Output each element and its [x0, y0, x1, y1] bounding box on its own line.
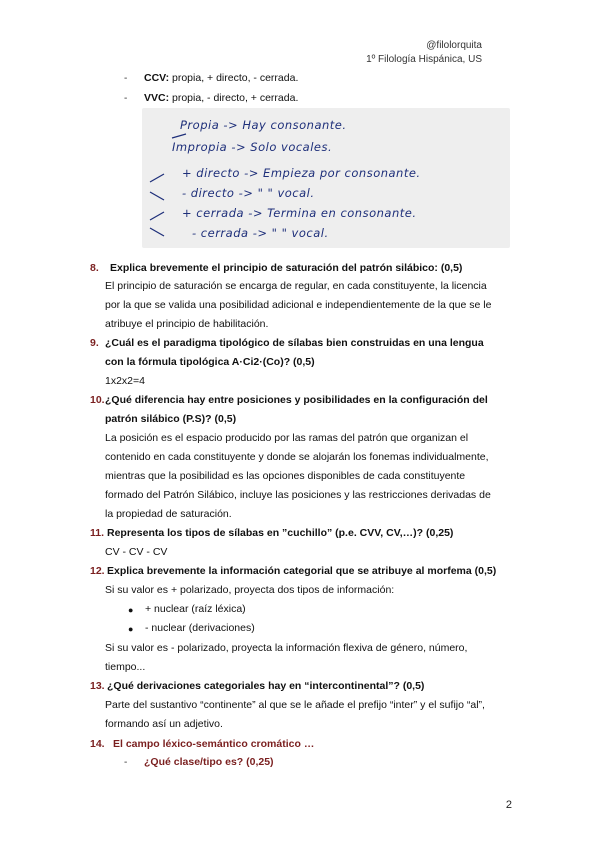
answer-line: Si su valor es - polarizado, proyecta la información flexiva de género, número,	[105, 642, 468, 654]
vvc-item	[144, 92, 298, 105]
handwritten-note-image	[142, 108, 510, 248]
question-number: 10.	[90, 394, 105, 406]
dash-bullet: -	[124, 93, 128, 104]
question-number: 14.	[90, 738, 105, 750]
answer-line: por la que se valida una posibilidad adicional e independientemente de la que se le	[105, 299, 492, 311]
question-title: ¿Cuál es el paradigma tipológico de sílabas bien construidas en una lengua	[105, 337, 484, 349]
answer-line: CV - CV - CV	[105, 546, 168, 558]
note-line: - cerrada -> " " vocal.	[192, 226, 329, 240]
bullet-dot: ●	[128, 605, 134, 615]
answer-line: atribuye el principio de habilitación.	[105, 318, 269, 330]
vvc-text: propia, - directo, + cerrada.	[169, 92, 299, 104]
page-number: 2	[505, 799, 512, 811]
question-number: 11.	[90, 527, 105, 539]
question-number: 12.	[90, 565, 105, 577]
bullet-item: - nuclear (derivaciones)	[145, 622, 255, 634]
question-title: ¿Qué derivaciones categoriales hay en “intercontinental”? (0,5)	[107, 680, 425, 692]
dash-bullet: -	[124, 73, 128, 84]
question-subtitle: ¿Qué clase/tipo es? (0,25)	[144, 756, 274, 768]
question-number: 13.	[90, 680, 105, 692]
question-number: 8.	[90, 262, 99, 274]
answer-line: La posición es el espacio producido por las ramas del patrón que organizan el	[105, 432, 469, 444]
answer-line: El principio de saturación se encarga de regular, en cada constituyente, la licencia	[105, 280, 487, 292]
answer-line: Si su valor es + polarizado, proyecta dos tipos de información:	[105, 584, 395, 596]
answer-line: la propiedad de saturación.	[105, 508, 232, 520]
dash-bullet: -	[124, 757, 128, 768]
answer-line: contenido en cada constituyente y donde se alojarán los fonemas individualmente,	[105, 451, 489, 463]
answer-line: mientras que la posibilidad es las opciones disponibles de cada constituyente	[105, 470, 466, 482]
answer-line: formando así un adjetivo.	[105, 718, 223, 730]
question-title: El campo léxico-semántico cromático …	[113, 738, 315, 750]
ccv-text: propia, + directo, - cerrada.	[169, 72, 299, 84]
question-title: Explica brevemente el principio de saturación del patrón silábico: (0,5)	[110, 262, 463, 274]
question-title: Representa los tipos de sílabas en ”cuchillo” (p.e. CVV, CV,…)? (0,25)	[107, 527, 454, 539]
answer-line: 1x2x2=4	[105, 375, 145, 387]
note-line: + directo -> Empieza por consonante.	[182, 166, 421, 180]
answer-line: tiempo...	[105, 661, 146, 673]
note-line: Impropia -> Solo vocales.	[172, 140, 333, 154]
bullet-item: + nuclear (raíz léxica)	[145, 603, 246, 615]
question-title: patrón silábico (P.S)? (0,5)	[105, 413, 237, 425]
answer-line: Parte del sustantivo “continente” al que se le añade el prefijo “inter” y el sufijo “al”,	[105, 699, 485, 711]
note-line: Propia -> Hay consonante.	[180, 118, 347, 132]
course-label: 1º Filología Hispánica, US	[366, 54, 482, 65]
note-line: + cerrada -> Termina en consonante.	[182, 206, 417, 220]
bullet-dot: ●	[128, 624, 134, 634]
vvc-label: VVC:	[144, 92, 170, 104]
author-handle: @filolorquita	[426, 40, 482, 51]
question-title: ¿Qué diferencia hay entre posiciones y posibilidades en la configuración del	[105, 394, 488, 406]
question-title: Explica brevemente la información categorial que se atribuye al morfema (0,5)	[107, 565, 497, 577]
ccv-label: CCV:	[144, 72, 170, 84]
question-number: 9.	[90, 337, 99, 349]
question-title: con la fórmula tipológica A·Ci2·(Co)? (0,5)	[105, 356, 315, 368]
note-line: - directo -> " " vocal.	[182, 186, 315, 200]
answer-line: formado del Patrón Silábico, incluye las posiciones y las restricciones derivadas de	[105, 489, 491, 501]
ccv-item	[144, 72, 298, 85]
